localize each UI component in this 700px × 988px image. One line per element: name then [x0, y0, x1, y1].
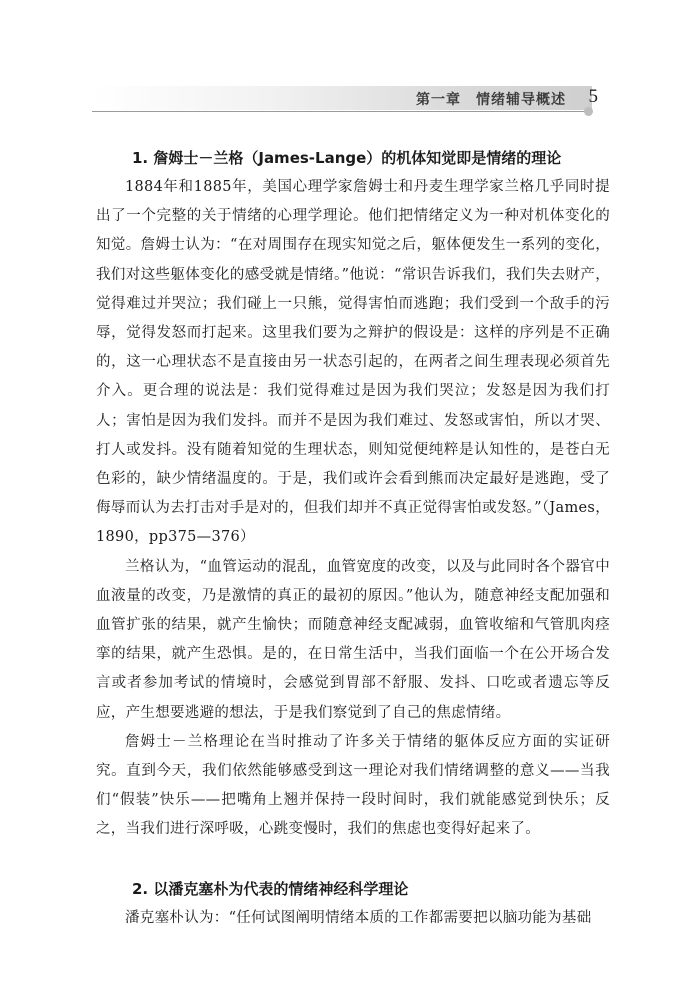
page-number: 5 [588, 86, 598, 107]
section-heading-1: 1. 詹姆士－兰格（James-Lange）的机体知觉即是情绪的理论 [132, 149, 562, 167]
section-heading-2: 2. 以潘克塞朴为代表的情绪神经科学理论 [132, 879, 409, 898]
running-header [92, 86, 610, 116]
body-paragraph: 兰格认为，“血管运动的混乱，血管宽度的改变，以及与此同时各个器官中血液量的改变，乃是激情的真正的最初的原因。”他认为，随意神经支配加强和血管扩张的结果，就产生愉快；而随意神经支配减弱，血管收缩和气管肌肉痉挛的结果，就产生恐惧。是的，在日常生活中，当我们面临一个在公开场合发言或者参加考试的情境时，会感觉到胃部不舒服、发抖、口吃或者遗忘等反应，产生想要逃避的想法，于是我们察觉到了自己的焦虑情绪。 [96, 558, 610, 721]
body-paragraph: 潘克塞朴认为：“任何试图阐明情绪本质的工作都需要把以脑功能为基础 [125, 909, 592, 926]
body-paragraph: 1884年和1885年，美国心理学家詹姆士和丹麦生理学家兰格几乎同时提出了一个完整的关于情绪的心理学理论。他们把情绪定义为一种对机体变化的知觉。詹姆士认为：“在对周围存在现实知觉之后，躯体便发生一系列的变化，我们对这些躯体变化的感受就是情绪。”他说：“常识告诉我们，我们失去财产，觉得难过并哭泣；我们碰上一只熊，觉得害怕而逃跑；我们受到一个敌手的污辱，觉得发怒而打起来。这里我们要为之辩护的假设是：这样的序列是不正确的，这一心理状态不是直接由另一状态引起的，在两者之间生理表现必须首先介入。更合理的说法是：我们觉得难过是因为我们哭泣；发怒是因为我们打人；害怕是因为我们发抖。而并不是因为我们难过、发怒或害怕，所以才哭、打人或发抖。没有随着知觉的生理状态，则知觉便纯粹是认知性的，是苍白无色彩的，缺少情绪温度的。于是，我们或许会看到熊而决定最好是逃跑，受了侮辱而认为去打击对手是对的，但我们却并不真正觉得害怕或发怒。”（James，1890，pp375—376） [96, 179, 610, 546]
chapter-title: 第一章 情绪辅导概述 [416, 92, 566, 108]
page-body [96, 143, 610, 933]
header-rule [92, 111, 586, 112]
header-dot-ornament [584, 107, 593, 116]
body-paragraph: 詹姆士－兰格理论在当时推动了许多关于情绪的躯体反应方面的实证研究。直到今天，我们依然能够感受到这一理论对我们情绪调整的意义——当我们“假装”快乐——把嘴角上翘并保持一段时间时，我们就能感觉到快乐；反之，当我们进行深呼吸，心跳变慢时，我们的焦虑也变得好起来了。 [96, 733, 610, 838]
